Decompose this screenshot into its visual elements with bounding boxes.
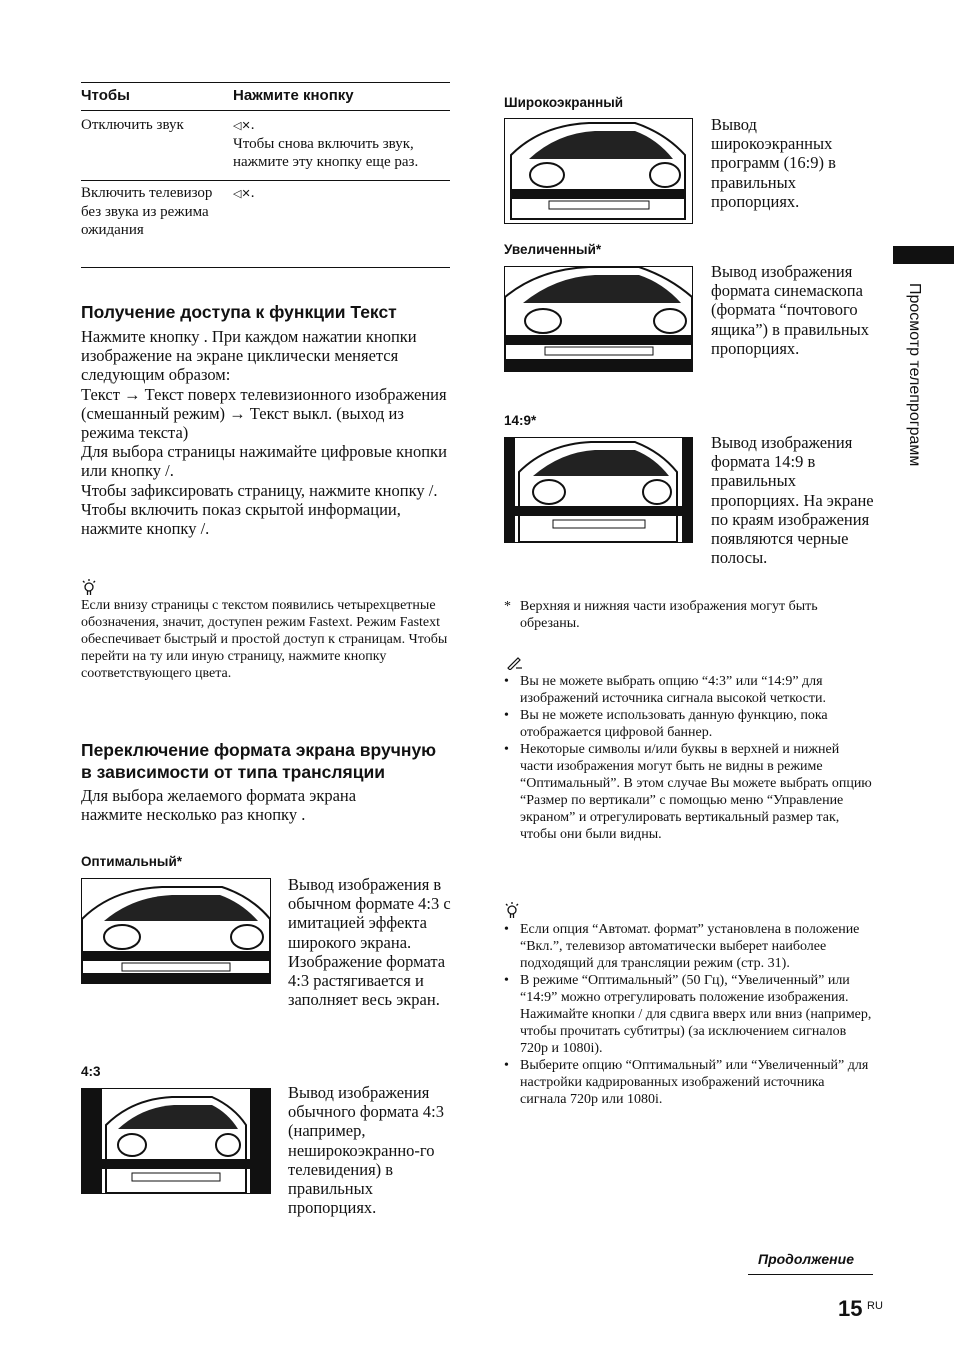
mode-desc-14-9: Вывод изображения формата 14:9 в правильных пропорциях. На экране по краям изображения появляются черные полосы. xyxy=(711,433,874,568)
mode-label-zoom: Увеличенный* xyxy=(504,242,602,257)
teletext-p5: Чтобы включить показ скрытой информации, нажмите кнопку /. xyxy=(81,499,401,539)
table-top-rule xyxy=(81,82,450,83)
mode-desc-4-3: Вывод изображения обычного формата 4:3 (например, неширокоэкранно-го телевидения) в правильных пропорциях. xyxy=(288,1083,444,1218)
mute-icon: ◁✕ xyxy=(233,120,251,132)
footnote-mark: * xyxy=(504,599,511,614)
car-image-wide xyxy=(504,118,693,224)
table-header-button: Нажмите кнопку xyxy=(233,87,354,104)
table-row-action: Включить телевизор без звука из режима ожидания xyxy=(81,185,213,238)
car-image-smart xyxy=(81,878,271,984)
format-intro: Для выбора желаемого формата экрана нажмите несколько раз кнопку . xyxy=(81,786,357,825)
car-image-14-9 xyxy=(504,437,693,543)
mode-desc-smart: Вывод изображения в обычном формате 4:3 с имитацией эффекта широкого экрана. Изображение формата 4:3 растягивается и заполняет весь экран. xyxy=(288,875,451,1010)
mute-icon: ◁✕ xyxy=(233,188,251,200)
mode-label-14-9: 14:9* xyxy=(504,413,537,428)
side-tab: Просмотр телепрограмм xyxy=(906,283,923,467)
table-header-rule xyxy=(81,110,450,111)
footer-rule xyxy=(748,1274,873,1275)
continued-label: Продолжение xyxy=(758,1251,854,1267)
list-item: • Выберите опцию “Оптимальный” или “Увеличенный” для настройки кадрированных изображений источника сигнала 720p или 1080i. xyxy=(504,1057,874,1108)
table-row-action: Отключить звук xyxy=(81,117,184,133)
car-image-zoom xyxy=(504,266,693,372)
teletext-heading: Получение доступа к функции Текст xyxy=(81,302,397,322)
table-row-result: ◁✕. xyxy=(233,185,255,201)
list-item: • В режиме “Оптимальный” (50 Гц), “Увеличенный” или “14:9” можно отрегулировать положение изображения. Нажимайте кнопки / для сдвига вверх или вниз (например, чтобы прочитать субтитры) (за исключением сигналов 720p и 1080i). xyxy=(504,972,874,1057)
tips-list xyxy=(504,921,874,1108)
list-item: • Некоторые символы и/или буквы в верхней и нижней части изображения могут быть не видны в режиме “Оптимальный”. В этом случае Вы можете выбрать опцию “Размер по вертикали” с помощью меню “Управление экраном” и отрегулировать вертикальный размер так, чтобы они были видны. xyxy=(504,741,874,843)
teletext-p4: Чтобы зафиксировать страницу, нажмите кнопку /. xyxy=(81,480,438,500)
list-item: • Если опция “Автомат. формат” установлена в положение “Вкл.”, телевизор автоматически выберет наиболее подходящий для трансляции режим (стр. 31). xyxy=(504,921,874,972)
teletext-p1: Нажмите кнопку . При каждом нажатии кнопки изображение на экране циклически меняется следующим образом: xyxy=(81,327,417,385)
page-lang: RU xyxy=(867,1300,883,1312)
teletext-body xyxy=(81,327,453,538)
notes-list xyxy=(504,673,874,843)
car-image-4-3 xyxy=(81,1088,271,1194)
teletext-tip: Если внизу страницы с текстом появились четырехцветные обозначения, значит, доступен режим Fastext. Режим Fastext обеспечивает быстрый и простой доступ к страницам. Чтобы перейти на ту или иную страницу, нажмите кнопку соответствующего цвета. xyxy=(81,598,448,681)
mode-label-wide: Широкоэкранный xyxy=(504,95,624,110)
list-item: • Вы не можете выбрать опцию “4:3” или “14:9” для изображений источника сигнала высокой четкости. xyxy=(504,673,874,707)
teletext-p2: Текст → Текст поверх телевизионного изображения (смешанный режим) → Текст выкл. (выход из режима текста) xyxy=(81,384,447,443)
mode-desc-wide: Вывод широкоэкранных программ (16:9) в правильных пропорциях. xyxy=(711,115,836,211)
mode-desc-zoom: Вывод изображения формата синемаскопа (формата “почтового ящика”) в правильных пропорциях. xyxy=(711,262,870,358)
mode-label-4-3: 4:3 xyxy=(81,1064,101,1079)
footnote: Верхняя и нижняя части изображения могут быть обрезаны. xyxy=(520,599,818,631)
side-tab-marker xyxy=(893,246,954,264)
table-header-action: Чтобы xyxy=(81,87,130,104)
format-heading: Переключение формата экрана вручную в зависимости от типа трансляции xyxy=(81,740,437,782)
teletext-p3: Для выбора страницы нажимайте цифровые кнопки или кнопку /. xyxy=(81,442,447,481)
list-item: • Вы не можете использовать данную функцию, пока отображается цифровой баннер. xyxy=(504,707,874,741)
page-number: 15 xyxy=(838,1296,863,1321)
table-bottom-rule xyxy=(81,267,450,268)
table-row-result: ◁✕. Чтобы снова включить звук, нажмите эту кнопку еще раз. xyxy=(233,117,419,170)
table-row-rule xyxy=(81,180,450,181)
mode-label-smart: Оптимальный* xyxy=(81,854,182,869)
